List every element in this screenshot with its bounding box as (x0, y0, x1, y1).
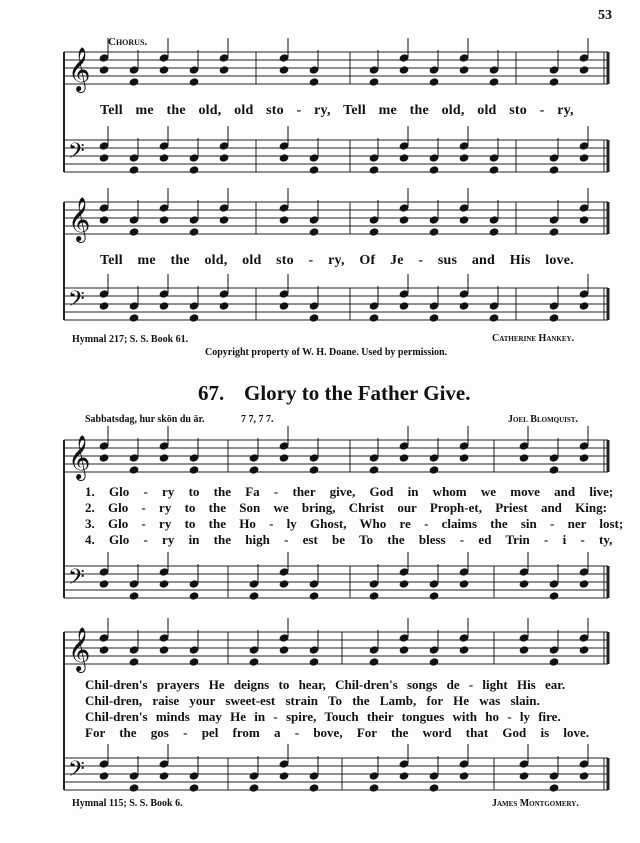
note-head (429, 227, 440, 237)
note-head (279, 215, 290, 225)
chorus-label: Chorus. (108, 36, 148, 48)
note-head (579, 771, 590, 781)
note-head (429, 77, 440, 87)
verse-2-line-1: 2. Glo - ry to the Son we bring, Christ our Proph-et, Priest and King: (85, 500, 607, 515)
note-head (399, 771, 410, 781)
note-head (99, 301, 110, 311)
note-head (159, 771, 170, 781)
note-head (399, 215, 410, 225)
note-head (219, 301, 230, 311)
note-head (519, 645, 530, 655)
hymn1-lyric-line-1: Tell me the old, old sto - ry, Tell me the old, old sto - ry, (100, 103, 574, 118)
verse-2-line-2: Chil-dren, raise your sweet-est strain To the Lamb, for He was slain. (85, 693, 540, 708)
note-head (279, 645, 290, 655)
note-head (189, 465, 200, 475)
note-head (279, 453, 290, 463)
note-head (399, 301, 410, 311)
verse-3-line-1: 3. Glo - ry to the Ho - ly Ghost, Who re - claims the sin - ner lost; (85, 516, 624, 531)
hymn2-author: James Montgomery. (492, 798, 579, 809)
treble-clef: 𝄞 (68, 197, 91, 241)
note-head (189, 657, 200, 667)
copyright-notice: Copyright property of W. H. Doane. Used by permission. (205, 347, 448, 358)
note-head (99, 453, 110, 463)
note-head (549, 591, 560, 601)
note-head (489, 313, 500, 323)
note-head (459, 645, 470, 655)
note-head (489, 227, 500, 237)
note-head (459, 579, 470, 589)
note-head (579, 645, 590, 655)
note-head (189, 783, 200, 793)
note-head (429, 657, 440, 667)
note-head (219, 65, 230, 75)
note-head (159, 153, 170, 163)
note-head (549, 165, 560, 175)
verse-4-line-1: 4. Glo - ry in the high - est be To the bless - ed Trin - i - ty, (85, 532, 613, 547)
note-head (129, 165, 140, 175)
note-head (99, 771, 110, 781)
note-head (129, 313, 140, 323)
note-head (309, 465, 320, 475)
note-head (159, 579, 170, 589)
note-head (309, 591, 320, 601)
note-head (549, 313, 560, 323)
verse-4-line-2: For the gos - pel from a - bove, For the word that God is love. (85, 725, 590, 740)
verse-1-line-1: 1. Glo - ry to the Fa - ther give, God in whom we move and live; (85, 484, 614, 499)
note-head (579, 453, 590, 463)
note-head (549, 227, 560, 237)
note-head (249, 465, 260, 475)
note-head (129, 657, 140, 667)
note-head (459, 153, 470, 163)
note-head (309, 165, 320, 175)
treble-clef: 𝄞 (68, 435, 91, 479)
note-head (369, 77, 380, 87)
note-head (579, 65, 590, 75)
note-head (579, 579, 590, 589)
bass-clef: 𝄢 (68, 139, 85, 169)
note-head (279, 771, 290, 781)
note-head (189, 227, 200, 237)
note-head (369, 783, 380, 793)
note-head (279, 301, 290, 311)
note-head (279, 153, 290, 163)
treble-clef: 𝄞 (68, 47, 91, 91)
note-head (159, 301, 170, 311)
note-head (489, 77, 500, 87)
note-head (369, 313, 380, 323)
note-head (99, 645, 110, 655)
hymn2-meter: 7 7, 7 7. (241, 414, 274, 425)
note-head (369, 165, 380, 175)
note-head (279, 65, 290, 75)
note-head (159, 645, 170, 655)
note-head (459, 215, 470, 225)
note-head (309, 227, 320, 237)
verse-3-line-2: Chil-dren's minds may He in - spire, Touch their tongues with ho - ly fire. (85, 709, 561, 724)
note-head (309, 77, 320, 87)
hymn2-title: Glory to the Father Give. (244, 381, 471, 405)
note-head (99, 215, 110, 225)
hymn2-number: 67. (198, 381, 225, 405)
note-head (579, 153, 590, 163)
note-head (129, 591, 140, 601)
bass-clef: 𝄢 (68, 757, 85, 787)
note-head (429, 465, 440, 475)
hymn2-hymnal-ref: Hymnal 115; S. S. Book 6. (72, 798, 183, 809)
note-head (369, 465, 380, 475)
note-head (549, 783, 560, 793)
note-head (459, 453, 470, 463)
note-head (219, 153, 230, 163)
note-head (159, 215, 170, 225)
note-head (399, 65, 410, 75)
page-number: 53 (598, 8, 612, 23)
note-head (99, 65, 110, 75)
note-head (249, 591, 260, 601)
note-head (189, 591, 200, 601)
note-head (309, 313, 320, 323)
hymn2-composer: Joel Blomquist. (508, 414, 578, 425)
bass-clef: 𝄢 (68, 287, 85, 317)
note-head (189, 165, 200, 175)
note-head (579, 215, 590, 225)
note-head (579, 301, 590, 311)
note-head (129, 227, 140, 237)
note-head (549, 465, 560, 475)
note-head (549, 77, 560, 87)
note-head (249, 783, 260, 793)
hymn1-hymnal-ref: Hymnal 217; S. S. Book 61. (72, 334, 189, 345)
note-head (279, 579, 290, 589)
note-head (429, 165, 440, 175)
note-head (459, 771, 470, 781)
note-head (429, 783, 440, 793)
note-head (489, 165, 500, 175)
bass-clef: 𝄢 (68, 565, 85, 595)
hymn1-author: Catherine Hankey. (492, 333, 575, 344)
note-head (519, 579, 530, 589)
note-head (429, 591, 440, 601)
note-head (99, 579, 110, 589)
note-head (459, 301, 470, 311)
note-head (429, 313, 440, 323)
note-head (159, 453, 170, 463)
verse-1-line-2: Chil-dren's prayers He deigns to hear, Chil-dren's songs de - light His ear. (85, 677, 566, 692)
note-head (459, 65, 470, 75)
note-head (399, 153, 410, 163)
note-head (519, 771, 530, 781)
treble-clef: 𝄞 (68, 627, 91, 671)
note-head (309, 657, 320, 667)
note-head (129, 77, 140, 87)
note-head (189, 77, 200, 87)
hymn2-tune: Sabbatsdag, hur skön du är. (85, 414, 205, 425)
note-head (369, 591, 380, 601)
note-head (369, 657, 380, 667)
note-head (219, 215, 230, 225)
hymn1-lyric-line-2: Tell me the old, old sto - ry, Of Je - sus and His love. (100, 253, 574, 268)
note-head (519, 453, 530, 463)
note-head (399, 453, 410, 463)
note-head (309, 783, 320, 793)
note-head (369, 227, 380, 237)
note-head (399, 645, 410, 655)
note-head (189, 313, 200, 323)
note-head (159, 65, 170, 75)
note-head (549, 657, 560, 667)
note-head (99, 153, 110, 163)
note-head (129, 465, 140, 475)
note-head (129, 783, 140, 793)
note-head (249, 657, 260, 667)
note-head (399, 579, 410, 589)
